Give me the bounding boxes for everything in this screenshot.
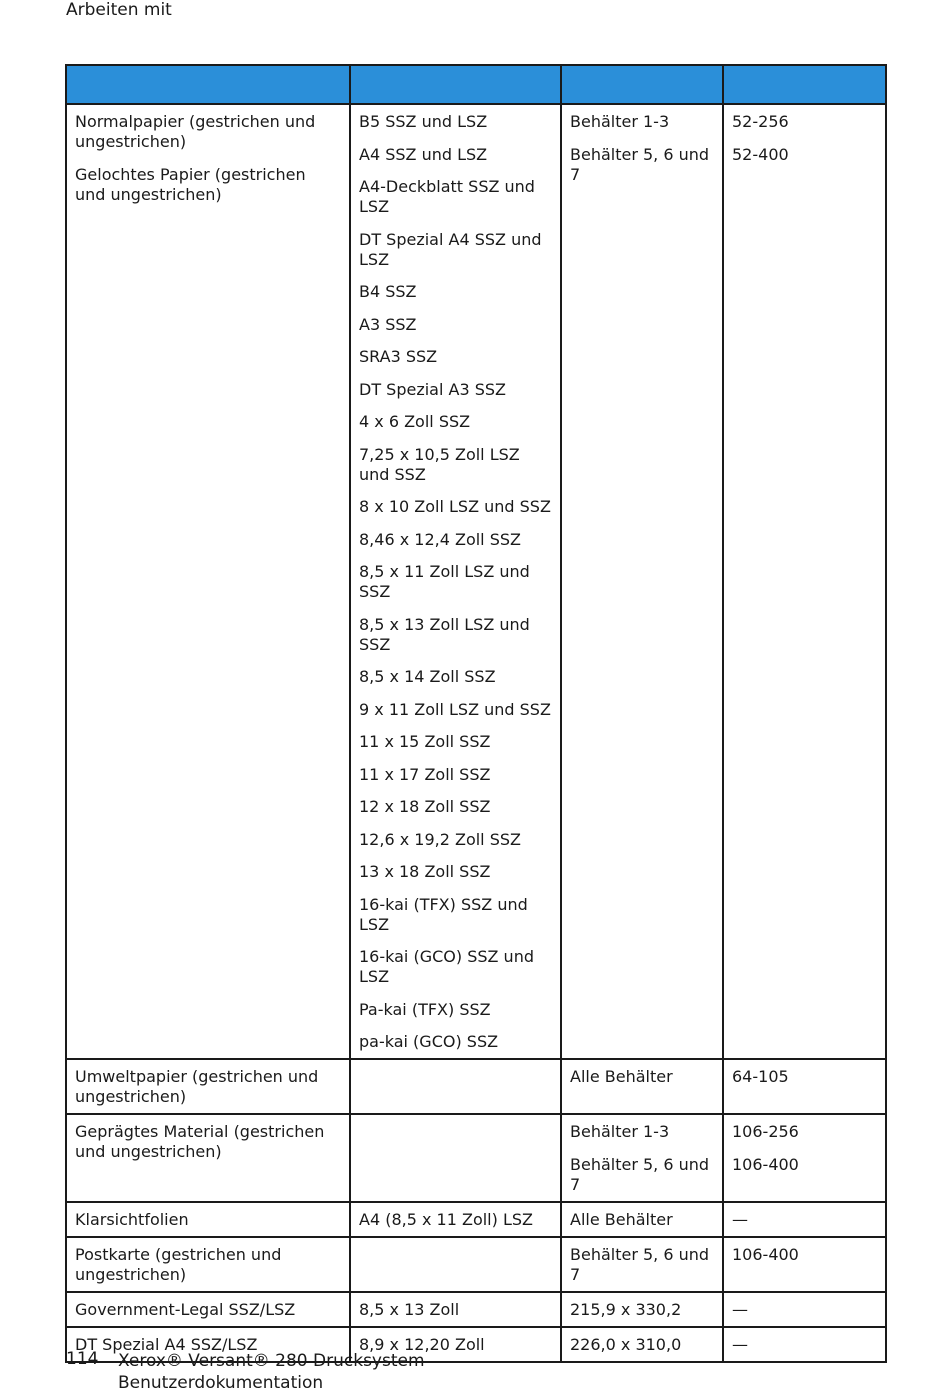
- header-cell: [350, 65, 561, 104]
- cell-sizes: 8,5 x 13 Zoll: [350, 1292, 561, 1327]
- cell-weight: 52-256 52-400: [723, 104, 886, 1059]
- table-row: [66, 1059, 886, 1114]
- footer-product: [118, 1350, 425, 1394]
- cell-sizes: [350, 1059, 561, 1114]
- cell-trays: 215,9 x 330,2: [561, 1292, 723, 1327]
- footer-product-line: Benutzerdokumentation: [118, 1373, 324, 1393]
- cell-weight: —: [723, 1292, 886, 1327]
- cell-trays: Behälter 1-3 Behälter 5, 6 und 7: [561, 1114, 723, 1202]
- cell-weight: —: [723, 1327, 886, 1362]
- cell-paper-type: Umweltpapier (gestrichen und ungestrichen): [66, 1059, 350, 1114]
- header-cell: [66, 65, 350, 104]
- cell-trays: Behälter 1-3 Behälter 5, 6 und 7: [561, 104, 723, 1059]
- cell-trays: 226,0 x 310,0: [561, 1327, 723, 1362]
- cell-paper-type: Normalpapier (gestrichen und ungestrichen) Gelochtes Papier (gestrichen und ungestrichen): [66, 104, 350, 1059]
- page-number: 114: [66, 1349, 99, 1369]
- table-row: [66, 1114, 886, 1202]
- cell-paper-type: Geprägtes Material (gestrichen und ungestrichen): [66, 1114, 350, 1202]
- cell-sizes: [350, 1237, 561, 1292]
- cell-sizes: B5 SSZ und LSZ A4 SSZ und LSZ A4-Deckblatt SSZ und LSZ DT Spezial A4 SSZ und LSZ B4 SSZ A3 SSZ SRA3 SSZ DT Spezial A3 SSZ 4 x 6 Zoll SSZ 7,25 x 10,5 Zoll LSZ und SSZ 8 x 10 Zoll LSZ und SSZ 8,46 x 12,4 Zoll SSZ 8,5 x 11 Zoll LSZ und SSZ 8,5 x 13 Zoll LSZ und SSZ 8,5 x 14 Zoll SSZ 9 x 11 Zoll LSZ und SSZ 11 x 15 Zoll SSZ 11 x 17 Zoll SSZ 12 x 18 Zoll SSZ 12,6 x 19,2 Zoll SSZ 13 x 18 Zoll SSZ 16-kai (TFX) SSZ und LSZ 16-kai (GCO) SSZ und LSZ Pa-kai (TFX) SSZ pa-kai (GCO) SSZ: [350, 104, 561, 1059]
- table-row: [66, 1237, 886, 1292]
- paper-spec-table: [65, 64, 887, 1363]
- cell-paper-type: Klarsichtfolien: [66, 1202, 350, 1237]
- cell-weight: —: [723, 1202, 886, 1237]
- table-row: [66, 1292, 886, 1327]
- cell-paper-type: Government-Legal SSZ/LSZ: [66, 1292, 350, 1327]
- cell-trays: Alle Behälter: [561, 1059, 723, 1114]
- cell-sizes: A4 (8,5 x 11 Zoll) LSZ: [350, 1202, 561, 1237]
- cell-sizes: [350, 1114, 561, 1202]
- cell-paper-type: Postkarte (gestrichen und ungestrichen): [66, 1237, 350, 1292]
- cell-weight: 64-105: [723, 1059, 886, 1114]
- table-row: [66, 104, 886, 1059]
- running-header: Arbeiten mit: [66, 0, 172, 20]
- cell-trays: Alle Behälter: [561, 1202, 723, 1237]
- cell-paper-type: DT Spezial A4 SSZ/LSZ: [66, 1327, 350, 1362]
- cell-weight: 106-256 106-400: [723, 1114, 886, 1202]
- cell-sizes: 8,9 x 12,20 Zoll: [350, 1327, 561, 1362]
- header-cell: [561, 65, 723, 104]
- footer-product-line: Xerox® Versant® 280 Drucksystem: [118, 1351, 425, 1371]
- header-cell: [723, 65, 886, 104]
- table-row: [66, 1202, 886, 1237]
- cell-weight: 106-400: [723, 1237, 886, 1292]
- cell-trays: Behälter 5, 6 und 7: [561, 1237, 723, 1292]
- table-header-row: [66, 65, 886, 104]
